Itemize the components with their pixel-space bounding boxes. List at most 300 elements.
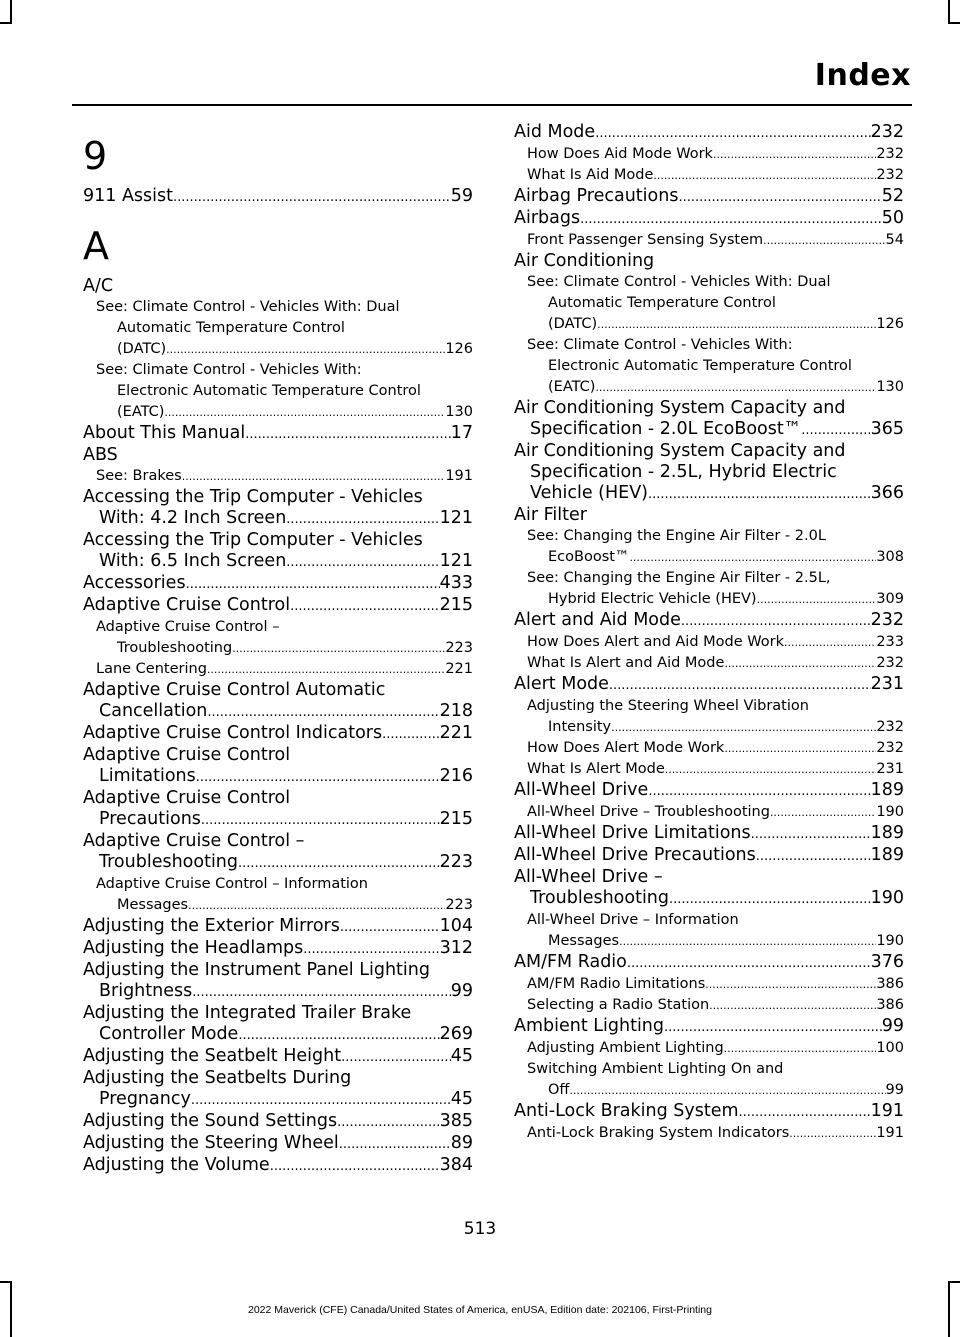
entry-text: Air Conditioning System Capacity and <box>514 441 846 461</box>
entry-text: See: Changing the Engine Air Filter - 2.5L, <box>527 570 831 586</box>
dot-leader <box>629 547 876 568</box>
dot-leader <box>595 377 876 398</box>
dot-leader <box>757 589 877 610</box>
entry-text: Off <box>548 1082 570 1098</box>
entry-page-number[interactable]: 99 <box>881 1016 904 1036</box>
entry-text: All-Wheel Drive – Information <box>527 912 739 928</box>
index-subentry <box>83 617 473 638</box>
index-entry <box>514 462 904 483</box>
entry-text: Precautions <box>99 809 201 829</box>
index-entry[interactable] <box>514 823 904 845</box>
dot-leader <box>290 596 440 617</box>
entry-page-number[interactable]: 376 <box>870 952 904 972</box>
entry-text: Automatic Temperature Control <box>117 320 345 336</box>
index-entry[interactable] <box>83 809 473 831</box>
entry-page-number[interactable]: 189 <box>870 780 904 800</box>
entry-text: See: Brakes <box>96 468 182 484</box>
entry-text: See: Climate Control - Vehicles With: Dual <box>96 299 400 315</box>
entry-page-number[interactable]: 232 <box>876 167 904 183</box>
entry-page-number[interactable]: 190 <box>870 888 904 908</box>
dot-leader <box>678 187 881 208</box>
dot-leader <box>669 889 871 910</box>
entry-text: What Is Alert Mode <box>527 761 665 777</box>
dot-leader <box>270 1156 440 1177</box>
entry-text: How Does Alert Mode Work <box>527 740 725 756</box>
index-entry <box>83 680 473 701</box>
index-column-left <box>83 122 473 1177</box>
index-subentry[interactable] <box>514 974 904 995</box>
entry-page-number[interactable]: 45 <box>450 1046 473 1066</box>
dot-leader <box>648 484 871 505</box>
dot-leader <box>664 1017 882 1038</box>
entry-page-number[interactable]: 17 <box>450 423 473 443</box>
dot-leader <box>382 724 439 745</box>
entry-text: Adaptive Cruise Control <box>83 788 291 808</box>
index-entry[interactable] <box>514 483 904 505</box>
entry-text: Adaptive Cruise Control Automatic <box>83 680 386 700</box>
entry-text: Hybrid Electric Vehicle (HEV) <box>548 591 757 607</box>
entry-page-number[interactable]: 232 <box>870 122 904 142</box>
entry-text: Messages <box>548 933 620 949</box>
entry-page-number[interactable]: 232 <box>870 610 904 630</box>
entry-page-number[interactable]: 223 <box>445 897 473 913</box>
entry-text: Adjusting Ambient Lighting <box>527 1040 724 1056</box>
index-subentry[interactable] <box>514 995 904 1016</box>
index-subentry <box>83 318 473 339</box>
entry-text: Anti-Lock Braking System Indicators <box>527 1125 790 1141</box>
index-entry[interactable] <box>514 186 904 208</box>
entry-text: Front Passenger Sensing System <box>527 232 764 248</box>
index-entry <box>514 398 904 419</box>
entry-page-number[interactable]: 231 <box>870 674 904 694</box>
crop-mark <box>0 22 12 24</box>
entry-page-number[interactable]: 215 <box>439 809 473 829</box>
entry-page-number[interactable]: 232 <box>876 655 904 671</box>
dot-leader <box>705 974 876 995</box>
entry-page-number[interactable]: 386 <box>876 997 904 1013</box>
dot-leader <box>789 1123 876 1144</box>
index-entry[interactable] <box>514 1101 904 1123</box>
entry-text: Airbag Precautions <box>514 186 679 206</box>
index-subentry[interactable] <box>514 1080 904 1101</box>
index-subentry <box>514 1059 904 1080</box>
entry-text: A/C <box>83 276 114 296</box>
entry-text: Intensity <box>548 719 612 735</box>
index-subentry[interactable] <box>514 632 904 653</box>
dot-leader <box>713 144 876 165</box>
index-entry <box>514 867 904 888</box>
index-subentry <box>514 272 904 293</box>
section-letter: 9 <box>83 134 108 178</box>
index-entry[interactable] <box>514 845 904 867</box>
index-entry[interactable] <box>514 610 904 632</box>
index-entry[interactable] <box>83 723 473 745</box>
entry-page-number[interactable]: 223 <box>439 852 473 872</box>
dot-leader <box>665 759 877 780</box>
dot-leader <box>188 895 445 916</box>
entry-text: (DATC) <box>117 341 167 357</box>
entry-text: AM/FM Radio <box>514 952 627 972</box>
entry-text: AM/FM Radio Limitations <box>527 976 706 992</box>
entry-text: Controller Mode <box>99 1024 239 1044</box>
index-subentry[interactable] <box>514 589 904 610</box>
entry-page-number[interactable]: 59 <box>450 186 473 206</box>
index-entry[interactable] <box>83 573 473 595</box>
dot-leader <box>164 402 445 423</box>
dot-leader <box>724 653 876 674</box>
entry-page-number[interactable]: 221 <box>439 723 473 743</box>
dot-leader <box>653 165 876 186</box>
index-entry <box>83 788 473 809</box>
entry-page-number[interactable]: 384 <box>439 1155 473 1175</box>
entry-text: Troubleshooting <box>99 852 239 872</box>
entry-page-number[interactable]: 223 <box>445 640 473 656</box>
entry-text: See: Climate Control - Vehicles With: <box>96 362 362 378</box>
dot-leader <box>201 810 440 831</box>
entry-page-number[interactable]: 191 <box>876 1125 904 1141</box>
dot-leader <box>339 1134 451 1155</box>
entry-text: Pregnancy <box>99 1089 191 1109</box>
entry-page-number[interactable]: 232 <box>876 146 904 162</box>
entry-text: Accessing the Trip Computer - Vehicles <box>83 487 423 507</box>
entry-text: Adjusting the Integrated Trailer Brake <box>83 1003 412 1023</box>
dot-leader <box>611 717 876 738</box>
section-letter: A <box>83 224 109 268</box>
entry-page-number[interactable]: 89 <box>450 1133 473 1153</box>
index-entry[interactable] <box>83 938 473 960</box>
index-entry[interactable] <box>83 852 473 874</box>
index-subentry <box>514 526 904 547</box>
index-entry[interactable] <box>83 1155 473 1177</box>
footer-text: 2022 Maverick (CFE) Canada/United States of America, enUSA, Edition date: 202106, First-Printing <box>248 1304 712 1316</box>
index-entry[interactable] <box>83 423 473 445</box>
dot-leader <box>286 509 439 530</box>
index-subentry[interactable] <box>83 402 473 423</box>
dot-leader <box>739 1102 871 1123</box>
entry-text: Anti-Lock Braking System <box>514 1101 739 1121</box>
crop-mark <box>948 22 960 24</box>
entry-page-number[interactable]: 218 <box>439 701 473 721</box>
index-subentry[interactable] <box>83 659 473 680</box>
entry-page-number[interactable]: 190 <box>876 933 904 949</box>
dot-leader <box>337 1112 440 1133</box>
dot-leader <box>648 781 870 802</box>
index-entry <box>83 276 473 297</box>
entry-page-number[interactable]: 50 <box>881 208 904 228</box>
dot-leader <box>245 424 451 445</box>
entry-page-number[interactable]: 45 <box>450 1089 473 1109</box>
entry-text: What Is Alert and Aid Mode <box>527 655 725 671</box>
index-entry[interactable] <box>83 1046 473 1068</box>
dot-leader <box>619 931 876 952</box>
index-entry[interactable] <box>514 952 904 974</box>
entry-text: All-Wheel Drive Precautions <box>514 845 756 865</box>
dot-leader <box>186 574 440 595</box>
index-subentry[interactable] <box>514 547 904 568</box>
index-subentry[interactable] <box>514 802 904 823</box>
index-entry[interactable] <box>83 981 473 1003</box>
index-entry[interactable] <box>514 122 904 144</box>
entry-page-number[interactable]: 308 <box>876 549 904 565</box>
index-entry[interactable] <box>83 186 473 208</box>
entry-text: Selecting a Radio Station <box>527 997 710 1013</box>
index-subentry[interactable] <box>514 377 904 398</box>
index-subentry[interactable] <box>514 144 904 165</box>
index-subentry[interactable] <box>514 230 904 251</box>
entry-page-number[interactable]: 121 <box>439 508 473 528</box>
entry-page-number[interactable]: 232 <box>876 740 904 756</box>
dot-leader <box>232 638 445 659</box>
index-subentry[interactable] <box>514 931 904 952</box>
index-entry <box>83 960 473 981</box>
index-subentry <box>514 335 904 356</box>
crop-mark <box>0 1281 12 1283</box>
entry-page-number[interactable]: 130 <box>445 404 473 420</box>
entry-text: With: 6.5 Inch Screen <box>99 551 287 571</box>
entry-page-number[interactable]: 191 <box>445 468 473 484</box>
entry-text: Ambient Lighting <box>514 1016 665 1036</box>
crop-mark <box>948 1281 960 1283</box>
entry-text: Automatic Temperature Control <box>548 295 776 311</box>
index-subentry <box>83 360 473 381</box>
dot-leader <box>569 1080 885 1101</box>
dot-leader <box>166 339 445 360</box>
entry-page-number[interactable]: 99 <box>450 981 473 1001</box>
index-entry[interactable] <box>514 208 904 230</box>
entry-text: Adjusting the Steering Wheel <box>83 1133 339 1153</box>
dot-leader <box>709 995 876 1016</box>
index-subentry[interactable] <box>514 759 904 780</box>
entry-text: Adjusting the Seatbelts During <box>83 1068 352 1088</box>
entry-text: Adjusting the Instrument Panel Lighting <box>83 960 430 980</box>
index-entry[interactable] <box>514 888 904 910</box>
index-subentry <box>83 874 473 895</box>
entry-page-number[interactable]: 231 <box>876 761 904 777</box>
dot-leader <box>207 702 439 723</box>
index-entry[interactable] <box>83 916 473 938</box>
entry-text: What Is Aid Mode <box>527 167 654 183</box>
entry-page-number[interactable]: 366 <box>870 483 904 503</box>
entry-text: Accessories <box>83 573 186 593</box>
dot-leader <box>763 230 885 251</box>
index-entry <box>514 505 904 526</box>
entry-text: All-Wheel Drive – Troubleshooting <box>527 804 770 820</box>
entry-text: Adjusting the Headlamps <box>83 938 304 958</box>
dot-leader <box>595 123 870 144</box>
dot-leader <box>751 824 871 845</box>
entry-text: (DATC) <box>548 316 598 332</box>
entry-page-number[interactable]: 269 <box>439 1024 473 1044</box>
index-subentry <box>514 293 904 314</box>
dot-leader <box>724 1038 877 1059</box>
index-entry[interactable] <box>514 419 904 441</box>
index-entry[interactable] <box>83 508 473 530</box>
index-entry[interactable] <box>83 551 473 573</box>
index-entry <box>83 1068 473 1089</box>
dot-leader <box>182 466 446 487</box>
index-entry[interactable] <box>83 1133 473 1155</box>
dot-leader <box>627 953 871 974</box>
entry-page-number[interactable]: 52 <box>881 186 904 206</box>
index-subentry[interactable] <box>514 717 904 738</box>
entry-text: Vehicle (HEV) <box>530 483 648 503</box>
entry-page-number[interactable]: 233 <box>876 634 904 650</box>
dot-leader <box>801 420 870 441</box>
index-subentry[interactable] <box>83 339 473 360</box>
page-title: Index <box>814 58 911 93</box>
entry-page-number[interactable]: 189 <box>870 845 904 865</box>
entry-text: Messages <box>117 897 189 913</box>
entry-text: See: Changing the Engine Air Filter - 2.0L <box>527 528 826 544</box>
entry-page-number[interactable]: 232 <box>876 719 904 735</box>
index-subentry[interactable] <box>83 895 473 916</box>
entry-page-number[interactable]: 126 <box>445 341 473 357</box>
entry-text: Adjusting the Seatbelt Height <box>83 1046 342 1066</box>
page-number: 513 <box>463 1219 497 1239</box>
entry-text: 911 Assist <box>83 186 174 206</box>
entry-text: Specification - 2.5L, Hybrid Electric <box>530 462 837 482</box>
index-subentry[interactable] <box>83 638 473 659</box>
index-entry <box>83 530 473 551</box>
entry-page-number[interactable]: 191 <box>870 1101 904 1121</box>
entry-text: Adaptive Cruise Control – <box>96 619 280 635</box>
entry-text: Alert and Aid Mode <box>514 610 681 630</box>
entry-text: Adaptive Cruise Control <box>83 595 291 615</box>
entry-text: Adjusting the Exterior Mirrors <box>83 916 340 936</box>
entry-text: All-Wheel Drive – <box>514 867 663 887</box>
entry-text: Adjusting the Sound Settings <box>83 1111 338 1131</box>
index-subentry[interactable] <box>514 1038 904 1059</box>
dot-leader <box>341 1047 451 1068</box>
entry-text: Switching Ambient Lighting On and <box>527 1061 784 1077</box>
entry-text: Air Filter <box>514 505 587 525</box>
entry-text: ABS <box>83 445 118 465</box>
entry-page-number[interactable]: 386 <box>876 976 904 992</box>
index-subentry[interactable] <box>514 738 904 759</box>
index-entry <box>83 745 473 766</box>
index-entry[interactable] <box>83 595 473 617</box>
index-subentry[interactable] <box>83 466 473 487</box>
dot-leader <box>207 659 445 680</box>
dot-leader <box>724 738 876 759</box>
index-subentry <box>514 356 904 377</box>
entry-page-number[interactable]: 312 <box>439 938 473 958</box>
entry-page-number[interactable]: 221 <box>445 661 473 677</box>
entry-page-number[interactable]: 385 <box>439 1111 473 1131</box>
dot-leader <box>784 632 876 653</box>
entry-text: Air Conditioning System Capacity and <box>514 398 846 418</box>
entry-text: Aid Mode <box>514 122 596 142</box>
index-entry[interactable] <box>83 1024 473 1046</box>
dot-leader <box>303 939 439 960</box>
entry-text: Troubleshooting <box>530 888 670 908</box>
index-entry[interactable] <box>83 1089 473 1111</box>
entry-page-number[interactable]: 126 <box>876 316 904 332</box>
entry-text: See: Climate Control - Vehicles With: Dual <box>527 274 831 290</box>
entry-page-number[interactable]: 104 <box>439 916 473 936</box>
entry-text: See: Climate Control - Vehicles With: <box>527 337 793 353</box>
entry-page-number[interactable]: 99 <box>885 1082 904 1098</box>
dot-leader <box>191 1090 451 1111</box>
entry-text: Electronic Automatic Temperature Control <box>117 383 421 399</box>
index-entry <box>514 441 904 462</box>
entry-text: Brightness <box>99 981 193 1001</box>
entry-page-number[interactable]: 215 <box>439 595 473 615</box>
dot-leader <box>597 314 876 335</box>
entry-text: Adaptive Cruise Control Indicators <box>83 723 383 743</box>
index-entry <box>83 445 473 466</box>
index-entry[interactable] <box>83 1111 473 1133</box>
entry-text: (EATC) <box>117 404 165 420</box>
entry-page-number[interactable]: 216 <box>439 766 473 786</box>
index-entry <box>514 251 904 272</box>
entry-text: Adaptive Cruise Control – Information <box>96 876 368 892</box>
index-subentry <box>514 568 904 589</box>
index-subentry[interactable] <box>514 165 904 186</box>
index-entry <box>83 1003 473 1024</box>
index-entry[interactable] <box>514 1016 904 1038</box>
entry-text: Troubleshooting <box>117 640 233 656</box>
entry-text: Airbags <box>514 208 581 228</box>
entry-text: How Does Alert and Aid Mode Work <box>527 634 784 650</box>
dot-leader <box>238 1025 439 1046</box>
entry-text: Electronic Automatic Temperature Control <box>548 358 852 374</box>
entry-page-number[interactable]: 130 <box>876 379 904 395</box>
dot-leader <box>192 982 451 1003</box>
entry-text: About This Manual <box>83 423 246 443</box>
entry-text: Adjusting the Volume <box>83 1155 270 1175</box>
index-subentry[interactable] <box>514 1123 904 1144</box>
entry-text: Limitations <box>99 766 196 786</box>
entry-page-number[interactable]: 189 <box>870 823 904 843</box>
entry-text: Alert Mode <box>514 674 609 694</box>
index-entry <box>83 831 473 852</box>
index-subentry[interactable] <box>514 653 904 674</box>
entry-text: Adaptive Cruise Control <box>83 745 291 765</box>
index-entry <box>83 487 473 508</box>
index-subentry[interactable] <box>514 314 904 335</box>
entry-page-number[interactable]: 309 <box>876 591 904 607</box>
entry-page-number[interactable]: 100 <box>876 1040 904 1056</box>
index-column-right <box>514 122 904 1144</box>
crop-mark <box>948 0 950 24</box>
entry-page-number[interactable]: 365 <box>870 419 904 439</box>
dot-leader <box>340 917 440 938</box>
dot-leader <box>609 675 871 696</box>
index-entry[interactable] <box>514 780 904 802</box>
index-entry[interactable] <box>514 674 904 696</box>
index-subentry <box>514 696 904 717</box>
index-subentry <box>514 910 904 931</box>
entry-page-number[interactable]: 121 <box>439 551 473 571</box>
index-entry[interactable] <box>83 701 473 723</box>
index-subentry <box>83 381 473 402</box>
index-entry[interactable] <box>83 766 473 788</box>
entry-page-number[interactable]: 190 <box>876 804 904 820</box>
header-divider <box>72 104 912 106</box>
entry-text: EcoBoost™ <box>548 549 630 565</box>
dot-leader <box>173 187 451 208</box>
index-subentry <box>83 297 473 318</box>
entry-page-number[interactable]: 54 <box>885 232 904 248</box>
entry-text: Air Conditioning <box>514 251 655 271</box>
dot-leader <box>580 209 882 230</box>
entry-text: Cancellation <box>99 701 208 721</box>
entry-text: Adaptive Cruise Control – <box>83 831 305 851</box>
dot-leader <box>770 802 876 823</box>
entry-text: (EATC) <box>548 379 596 395</box>
entry-page-number[interactable]: 433 <box>439 573 473 593</box>
